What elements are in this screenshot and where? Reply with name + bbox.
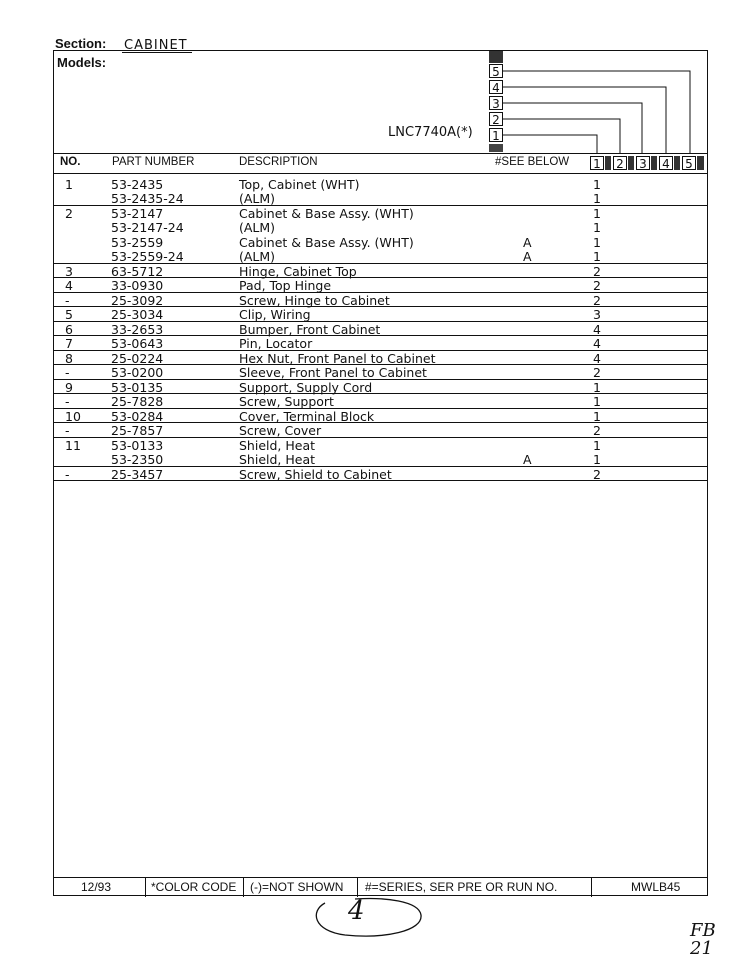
footer-series: #=SERIES, SER PRE OR RUN NO. — [365, 880, 558, 894]
row-part-number: 53-2147 — [111, 205, 164, 221]
row-quantity: 4 — [593, 321, 601, 337]
row-quantity: 1 — [593, 408, 601, 424]
row-quantity: 2 — [593, 466, 601, 482]
row-part-number: 53-0133 — [111, 437, 164, 453]
table-row — [53, 277, 708, 293]
row-no: - — [65, 394, 70, 409]
row-description: Screw, Cover — [239, 423, 322, 438]
table-row — [53, 306, 708, 322]
row-quantity: 1 — [593, 176, 601, 192]
table-row — [53, 176, 708, 191]
row-quantity: 3 — [593, 307, 601, 322]
model-number-box: 5 — [489, 64, 503, 78]
footer-date: 12/93 — [81, 880, 112, 894]
row-part-number: 25-3457 — [111, 466, 164, 482]
row-no: - — [65, 365, 70, 380]
row-quantity: 2 — [593, 365, 601, 380]
row-quantity: 1 — [593, 234, 601, 250]
row-no: 4 — [65, 278, 73, 293]
row-part-number: 25-0224 — [111, 350, 164, 366]
row-quantity: 2 — [593, 423, 601, 438]
dark-marker — [628, 156, 634, 170]
table-row — [53, 466, 708, 482]
section-value: CABINET — [124, 38, 188, 53]
table-row — [53, 292, 708, 308]
row-quantity: 1 — [593, 205, 601, 221]
table-row — [53, 335, 708, 351]
row-quantity: 1 — [593, 437, 601, 453]
row-part-number: 25-3034 — [111, 307, 164, 322]
table-row — [53, 379, 708, 395]
row-description: Sleeve, Front Panel to Cabinet — [239, 365, 427, 380]
row-no: 1 — [65, 176, 73, 192]
row-description: Clip, Wiring — [239, 307, 311, 322]
model-col-4: 4 — [659, 156, 673, 170]
footer-color-code: *COLOR CODE — [151, 880, 237, 894]
row-no: 8 — [65, 350, 73, 366]
handwritten-circle — [305, 893, 430, 943]
col-header-description: DESCRIPTION — [239, 156, 318, 168]
row-quantity: 2 — [593, 263, 601, 279]
table-row — [53, 219, 708, 234]
row-description: (ALM) — [239, 191, 276, 206]
footer-divider — [243, 878, 244, 897]
connector-line-3 — [503, 103, 642, 153]
row-description: Screw, Hinge to Cabinet — [239, 292, 390, 308]
row-part-number: 25-7828 — [111, 394, 164, 409]
table-row — [53, 248, 708, 264]
table-row — [53, 422, 708, 438]
table-row — [53, 263, 708, 279]
col-header-part-number: PART NUMBER — [112, 156, 195, 168]
table-row — [53, 451, 708, 467]
model-number-box: 3 — [489, 96, 503, 110]
dark-marker — [605, 156, 611, 170]
row-see-below: A — [523, 249, 532, 264]
row-quantity: 1 — [593, 249, 601, 264]
table-row — [53, 321, 708, 337]
row-no: - — [65, 466, 70, 482]
row-part-number: 53-0284 — [111, 408, 164, 424]
row-description: Cabinet & Base Assy. (WHT) — [239, 205, 414, 221]
dark-marker — [697, 156, 704, 170]
row-see-below: A — [523, 234, 532, 250]
model-column-headers — [588, 154, 706, 172]
model-col-1: 1 — [590, 156, 604, 170]
table-row — [53, 437, 708, 452]
row-part-number: 25-7857 — [111, 423, 164, 438]
row-no: - — [65, 423, 70, 438]
model-name: LNC7740A(*) — [388, 125, 473, 140]
row-no: 10 — [65, 408, 81, 424]
row-description: (ALM) — [239, 249, 276, 264]
handwritten-note: FB 21 — [690, 920, 716, 959]
row-part-number: 53-0135 — [111, 379, 164, 395]
connector-line-1 — [503, 135, 597, 153]
row-no: - — [65, 292, 70, 308]
dark-marker — [674, 156, 680, 170]
model-col-3: 3 — [636, 156, 650, 170]
table-row — [53, 205, 708, 220]
table-row — [53, 350, 708, 366]
row-description: Hinge, Cabinet Top — [239, 263, 357, 279]
row-description: Top, Cabinet (WHT) — [239, 176, 360, 192]
row-description: Bumper, Front Cabinet — [239, 321, 381, 337]
row-description: Hex Nut, Front Panel to Cabinet — [239, 350, 436, 366]
row-description: Pad, Top Hinge — [239, 278, 332, 293]
row-description: Support, Supply Cord — [239, 379, 373, 395]
row-description: Pin, Locator — [239, 336, 313, 351]
row-quantity: 4 — [593, 350, 601, 366]
row-part-number: 25-3092 — [111, 292, 164, 308]
row-part-number: 53-0200 — [111, 365, 164, 380]
footer-not-shown: (-)=NOT SHOWN — [250, 880, 344, 894]
row-quantity: 1 — [593, 191, 601, 206]
handwritten-page-number: 4 — [348, 896, 365, 926]
model-col-5: 5 — [682, 156, 696, 170]
row-see-below: A — [523, 452, 532, 467]
model-number-box: 4 — [489, 80, 503, 94]
col-header-no: NO. — [60, 156, 81, 168]
table-row — [53, 364, 708, 380]
row-part-number: 33-2653 — [111, 321, 164, 337]
row-part-number: 53-2559-24 — [111, 249, 184, 264]
footer-code: MWLB45 — [631, 880, 681, 894]
table-row — [53, 234, 708, 249]
model-number-box: 2 — [489, 112, 503, 126]
dark-marker — [651, 156, 657, 170]
row-description: Screw, Shield to Cabinet — [239, 466, 392, 482]
row-description: Shield, Heat — [239, 437, 316, 453]
header-bottom-rule — [53, 173, 708, 174]
table-row — [53, 408, 708, 424]
row-no: 6 — [65, 321, 73, 337]
row-quantity: 1 — [593, 220, 601, 235]
row-part-number: 53-0643 — [111, 336, 164, 351]
row-part-number: 53-2435-24 — [111, 191, 184, 206]
row-part-number: 53-2559 — [111, 234, 164, 250]
footer-divider — [591, 878, 592, 897]
row-description: Shield, Heat — [239, 452, 316, 467]
table-row — [53, 393, 708, 409]
col-header-see-below: #SEE BELOW — [495, 156, 570, 168]
models-label: Models: — [57, 55, 107, 70]
row-description: (ALM) — [239, 220, 276, 235]
row-quantity: 2 — [593, 278, 601, 293]
model-col-2: 2 — [613, 156, 627, 170]
row-no: 9 — [65, 379, 73, 395]
footer-divider — [145, 878, 146, 897]
connector-line-2 — [503, 119, 620, 153]
section-label: Section: — [55, 36, 107, 51]
row-description: Screw, Support — [239, 394, 334, 409]
row-quantity: 4 — [593, 336, 601, 351]
row-no: 11 — [65, 437, 81, 453]
row-part-number: 53-2435 — [111, 176, 164, 192]
row-description: Cover, Terminal Block — [239, 408, 375, 424]
row-no: 7 — [65, 336, 73, 351]
row-quantity: 2 — [593, 292, 601, 308]
row-no: 5 — [65, 307, 73, 322]
row-quantity: 1 — [593, 379, 601, 395]
table-row — [53, 190, 708, 206]
row-part-number: 33-0930 — [111, 278, 164, 293]
row-quantity: 1 — [593, 452, 601, 467]
model-number-box: 1 — [489, 128, 503, 142]
row-no: 3 — [65, 263, 73, 279]
row-part-number: 53-2350 — [111, 452, 164, 467]
row-part-number: 63-5712 — [111, 263, 164, 279]
row-description: Cabinet & Base Assy. (WHT) — [239, 234, 414, 250]
row-part-number: 53-2147-24 — [111, 220, 184, 235]
row-quantity: 1 — [593, 394, 601, 409]
row-no: 2 — [65, 205, 73, 221]
